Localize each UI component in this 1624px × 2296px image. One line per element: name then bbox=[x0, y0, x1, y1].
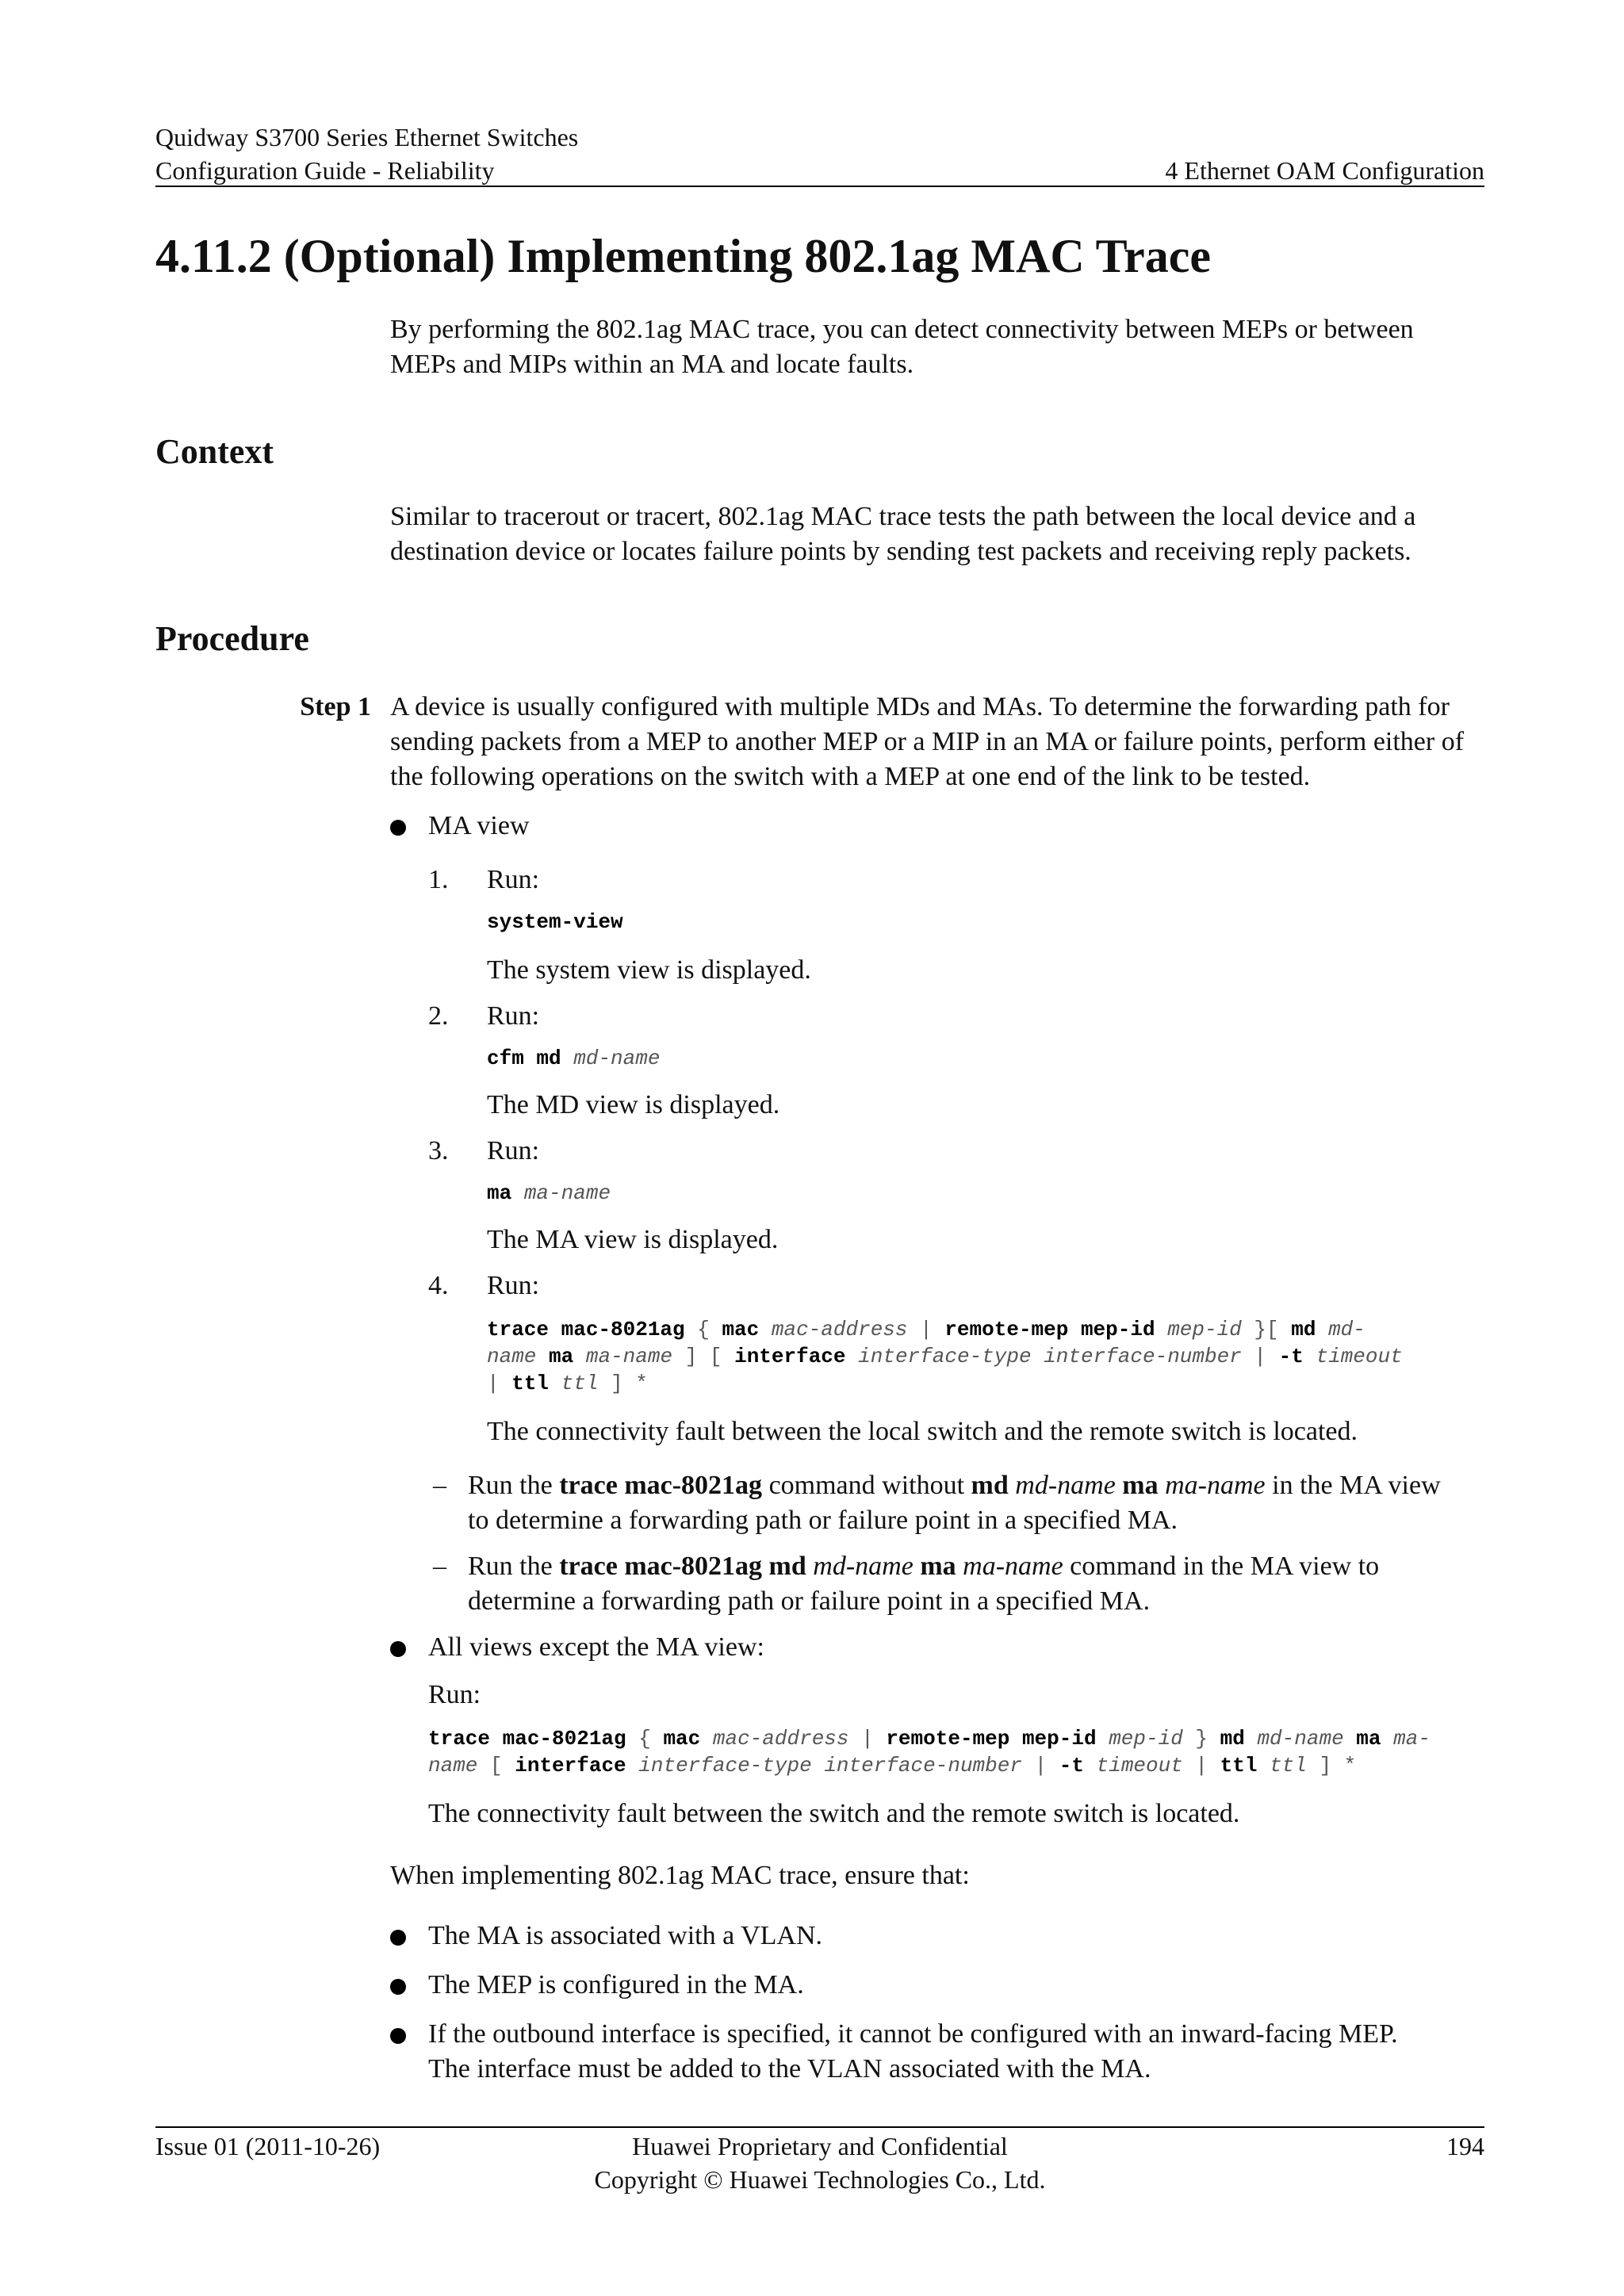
cmd-system-view: system-view bbox=[487, 910, 623, 934]
item-3-run: Run: bbox=[487, 1136, 540, 1165]
procedure-heading: Procedure bbox=[155, 619, 309, 658]
item-2-run: Run: bbox=[487, 1001, 540, 1031]
cmd-trace-all-line-2: name [ interface interface-type interface-number | -t timeout | ttl ttl ] * bbox=[428, 1754, 1357, 1777]
header-rule bbox=[155, 186, 1484, 187]
bullet-icon bbox=[390, 2028, 406, 2044]
bullet-icon bbox=[390, 1641, 406, 1657]
intro-text: By performing the 802.1ag MAC trace, you can detect connectivity between MEPs or between MEPs and MIPs within an MA and locate faults. bbox=[390, 315, 1414, 379]
dash-1-line-2: to determine a forwarding path or failure point in a specified MA. bbox=[468, 1506, 1178, 1535]
footer-issue: Issue 01 (2011-10-26) bbox=[155, 2132, 381, 2160]
footer-rule bbox=[155, 2126, 1484, 2128]
page-title: 4.11.2 (Optional) Implementing 802.1ag MAC Trace bbox=[155, 230, 1212, 282]
item-4-number: 4. bbox=[428, 1271, 449, 1300]
header-guide: Configuration Guide - Reliability bbox=[155, 156, 495, 185]
cmd-ma: ma ma-name bbox=[487, 1181, 611, 1205]
ensure-item-1: The MA is associated with a VLAN. bbox=[428, 1921, 823, 1950]
item-1-result: The system view is displayed. bbox=[487, 955, 811, 985]
ensure-item-3: If the outbound interface is specified, it cannot be configured with an inward-facing MEP. bbox=[428, 2019, 1398, 2049]
ensure-intro: When implementing 802.1ag MAC trace, ensure that: bbox=[390, 1861, 970, 1890]
all-views-run: Run: bbox=[428, 1680, 481, 1709]
cmd-trace-line-2: name ma ma-name ] [ interface interface-type interface-number | -t timeout bbox=[487, 1345, 1403, 1368]
ma-view-label: MA view bbox=[428, 811, 530, 840]
cmd-cfm-md: cfm md md-name bbox=[487, 1047, 661, 1070]
item-4-result: The connectivity fault between the local switch and the remote switch is located. bbox=[487, 1417, 1358, 1446]
step-text: A device is usually configured with multiple MDs and MAs. To determine the forwarding path for sending packets from a MEP to another MEP or a MIP in an MA or failure points, perform either of the following operations on the switch with a MEP at one end of the link to be tested. bbox=[390, 692, 1465, 791]
cmd-trace-line-3: | ttl ttl ] * bbox=[487, 1372, 648, 1395]
context-text: Similar to tracerout or tracert, 802.1ag MAC trace tests the path between the local device and a destination device or locates failure points by sending test packets and receiving reply packets. bbox=[390, 502, 1416, 566]
cmd-trace-line-1: trace mac-8021ag { mac mac-address | remote-mep mep-id mep-id }[ md md- bbox=[487, 1318, 1365, 1341]
header-product: Quidway S3700 Series Ethernet Switches bbox=[155, 123, 579, 151]
item-2-number: 2. bbox=[428, 1001, 449, 1031]
cmd-trace-all-line-1: trace mac-8021ag { mac mac-address | remote-mep mep-id mep-id } md md-name ma ma- bbox=[428, 1727, 1431, 1751]
all-views-label: All views except the MA view: bbox=[428, 1632, 764, 1662]
bullet-icon bbox=[390, 1979, 406, 1995]
dash-icon: – bbox=[433, 1552, 446, 1581]
ensure-item-3-cont: The interface must be added to the VLAN associated with the MA. bbox=[428, 2054, 1151, 2084]
footer-confidential: Huawei Proprietary and Confidential bbox=[632, 2132, 1008, 2160]
dash-2-line-2: determine a forwarding path or failure point in a specified MA. bbox=[468, 1586, 1151, 1616]
footer-copyright: Copyright © Huawei Technologies Co., Ltd. bbox=[594, 2165, 1046, 2194]
item-3-result: The MA view is displayed. bbox=[487, 1225, 779, 1254]
item-1-run: Run: bbox=[487, 865, 540, 894]
step-label: Step 1 bbox=[300, 692, 371, 721]
item-4-run: Run: bbox=[487, 1271, 540, 1300]
all-views-result: The connectivity fault between the switch and the remote switch is located. bbox=[428, 1799, 1240, 1828]
header-chapter: 4 Ethernet OAM Configuration bbox=[1165, 156, 1484, 185]
bullet-icon bbox=[390, 1930, 406, 1946]
item-3-number: 3. bbox=[428, 1136, 449, 1165]
ensure-item-2: The MEP is configured in the MA. bbox=[428, 1970, 804, 1999]
item-2-result: The MD view is displayed. bbox=[487, 1090, 780, 1119]
dash-icon: – bbox=[433, 1471, 446, 1500]
bullet-icon bbox=[390, 820, 406, 836]
dash-1-line-1: Run the trace mac-8021ag command without md md-name ma ma-name in the MA view bbox=[468, 1471, 1441, 1500]
page-number: 194 bbox=[1446, 2132, 1484, 2160]
dash-2-line-1: Run the trace mac-8021ag md md-name ma ma-name command in the MA view to bbox=[468, 1552, 1380, 1581]
item-1-number: 1. bbox=[428, 865, 449, 894]
context-heading: Context bbox=[155, 432, 274, 471]
